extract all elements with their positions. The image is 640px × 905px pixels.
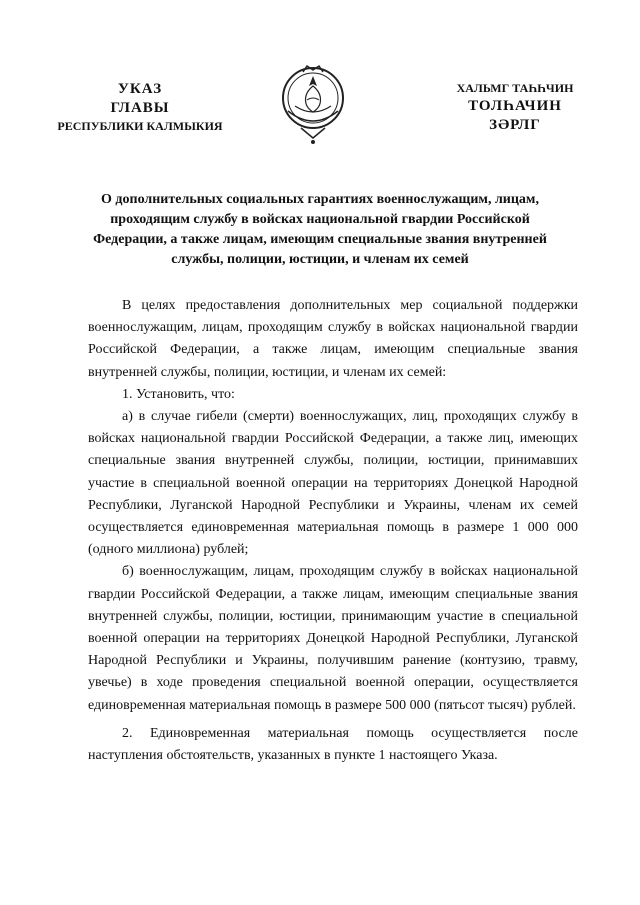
clause-2: 2. Единовременная материальная помощь осуществляется после наступления обстоятельств, указанных в пункте 1 настоящего Указа. — [88, 725, 578, 764]
clause-1b: б) военнослужащим, лицам, проходящим службу в войсках национальной гвардии Российской Федерации, а также лицам, имеющим специальные звания внутренней службы, полиции, юстиции, принимающим участие в специальной военной операции на территориях Донецкой Народной Республики, Луганской Народной Республики и Украины, получившим ранение (контузию, травму, увечье) в ходе проведения специальной военной операции, осуществляется единовременная материальная помощь в размере 500 000 (пятьсот тысяч) рублей. — [88, 564, 578, 713]
intro-paragraph: В целях предоставления дополнительных мер социальной поддержки военнослужащим, лицам, проходящим службу в войсках национальной гвардии Российской Федерации, а также лицам, имеющим специальные звания внутренней службы, полиции, юстиции, и членам их семей: — [88, 298, 578, 380]
header-left — [40, 80, 240, 134]
clause-1: 1. Установить, что: — [122, 386, 235, 402]
header-right-line1: ХАЛЬМГ ТАҺҺЧИН — [456, 81, 574, 95]
header-right — [420, 80, 610, 135]
document-body — [88, 295, 578, 767]
kalmykia-coat-of-arms-icon — [273, 56, 353, 146]
header-left-line2: ГЛАВЫ — [110, 100, 170, 116]
header-left-line3: РЕСПУБЛИКИ КАЛМЫКИЯ — [57, 119, 223, 133]
header-right-line2: ТОЛҺАЧИН — [468, 98, 562, 114]
document-title: О дополнительных социальных гарантиях военнослужащим, лицам, проходящим службу в войсках национальной гвардии Российской Федерации, а также лицам, имеющим специальные звания внутренней службы, полиции, юстиции, и членам их семей — [93, 192, 547, 267]
clause-1a: а) в случае гибели (смерти) военнослужащих, лиц, проходящих службу в войсках национальной гвардии Российской Федерации, а также лиц, имеющих специальные звания внутренней службы, полиции, юстиции, принимавших участие в специальной военной операции на территориях Донецкой Народной Республики, Луганской Народной Республики и Украины, членам их семей осуществляется единовременная материальная помощь в размере 1 000 000 (одного миллиона) рублей; — [88, 409, 578, 558]
header-right-line3: ЗӘРЛГ — [489, 117, 541, 133]
header-left-line1: УКАЗ — [117, 81, 163, 97]
